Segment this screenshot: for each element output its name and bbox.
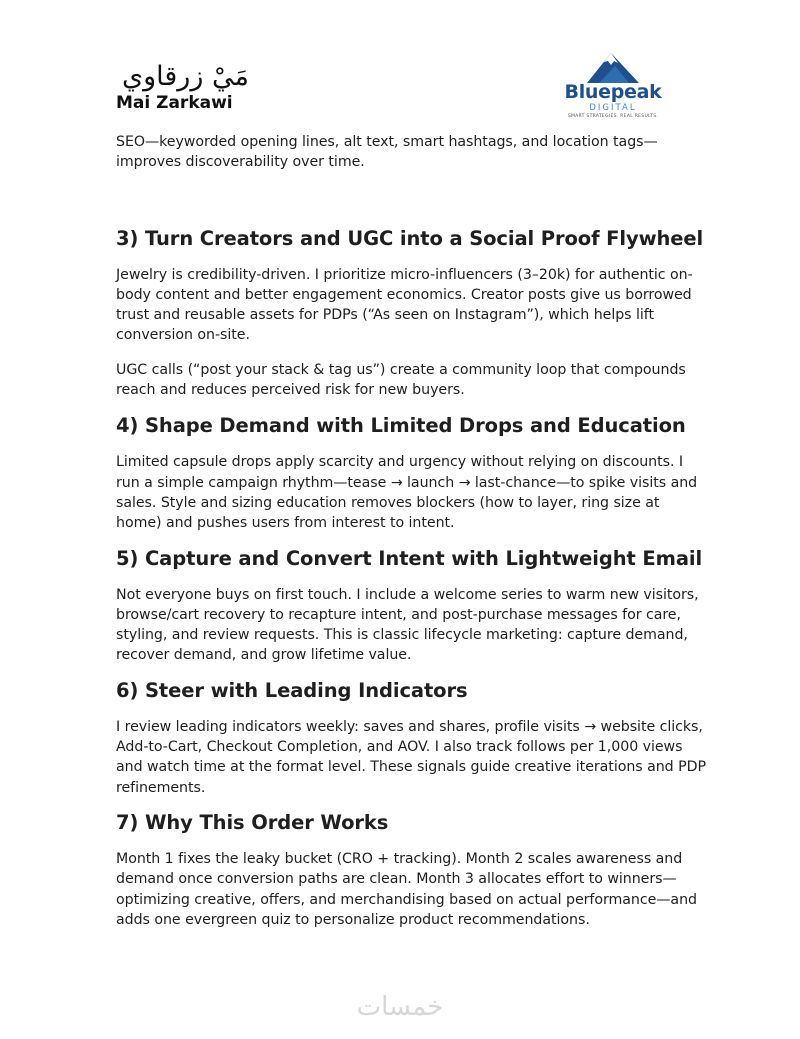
brand-tagline: SMART STRATEGIES. REAL RESULTS. bbox=[567, 114, 659, 119]
mountain-icon bbox=[585, 50, 641, 84]
section-3-paragraph-1: Jewelry is credibility-driven. I prioritize micro-influencers (3–20k) for authentic on-body content and better engagement economics. Creator posts give us borrowed trust and reusable assets for PDPs (“As seen on Instagram”), which helps lift conversion on-site. bbox=[116, 266, 693, 344]
section-7-heading: 7) Why This Order Works bbox=[116, 810, 389, 834]
author-name-arabic: مَيْ زرقاوي bbox=[122, 61, 249, 92]
watermark: خمسات bbox=[356, 992, 444, 1022]
brand-name: Bluepeak bbox=[564, 81, 662, 103]
section-3-heading: 3) Turn Creators and UGC into a Social Proof Flywheel bbox=[116, 226, 704, 250]
section-6-heading: 6) Steer with Leading Indicators bbox=[116, 678, 468, 702]
document-body bbox=[116, 132, 706, 930]
section-4-heading: 4) Shape Demand with Limited Drops and Education bbox=[116, 414, 686, 438]
section-6-paragraph-1: I review leading indicators weekly: saves and shares, profile visits → website clicks, Add-to-Cart, Checkout Completion, and AOV. I also track follows per 1,000 views and watch time at the format level. These signals guide creative iterations and PDP refinements. bbox=[116, 718, 706, 796]
author-name-english: Mai Zarkawi bbox=[116, 93, 233, 113]
author-logo bbox=[116, 62, 249, 113]
section-5-paragraph-1: Not everyone buys on first touch. I include a welcome series to warm new visitors, browse/cart recovery to recapture intent, and post-purchase messages for care, styling, and review requests. This is classic lifecycle marketing: capture demand, recover demand, and grow lifetime value. bbox=[116, 586, 699, 664]
section-7-paragraph-1: Month 1 fixes the leaky bucket (CRO + tracking). Month 2 scales awareness and demand once conversion paths are clean. Month 3 allocates effort to winners—optimizing creative, offers, and merchandising based on actual performance—and adds one evergreen quiz to personalize product recommendations. bbox=[116, 850, 697, 928]
brand-logo bbox=[561, 50, 665, 120]
section-3-paragraph-2: UGC calls (“post your stack & tag us”) create a community loop that compounds reach and reduces perceived risk for new buyers. bbox=[116, 361, 686, 399]
intro-paragraph: SEO—keyworded opening lines, alt text, smart hashtags, and location tags—improves discoverability over time. bbox=[116, 134, 658, 171]
section-5-heading: 5) Capture and Convert Intent with Lightweight Email bbox=[116, 546, 703, 570]
brand-subtitle: DIGITAL bbox=[589, 103, 637, 113]
section-4-paragraph-1: Limited capsule drops apply scarcity and urgency without relying on discounts. I run a simple campaign rhythm—tease → launch → last-chance—to spike visits and sales. Style and sizing education removes blockers (how to layer, ring size at home) and pushes users from interest to intent. bbox=[116, 454, 698, 532]
